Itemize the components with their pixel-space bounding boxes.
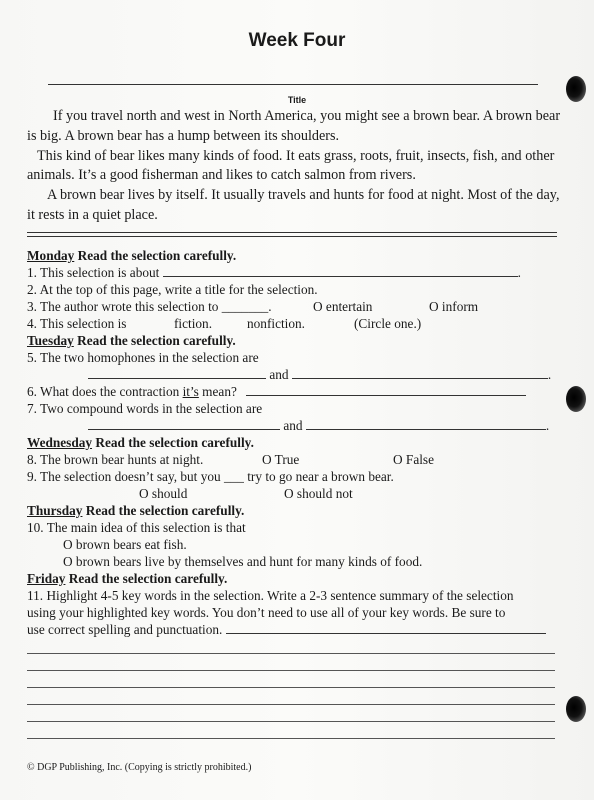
- question-6: [27, 383, 526, 400]
- and-label-2: and: [283, 418, 303, 433]
- question-9-text: 9. The selection doesn’t say, but you ___ try to go near a brown bear.: [27, 469, 394, 484]
- homophone-1-line[interactable]: [88, 366, 266, 379]
- and-label-1: and: [269, 367, 289, 382]
- question-7-answers: and .: [88, 417, 549, 434]
- circle-one-note: (Circle one.): [354, 316, 422, 331]
- title-label: Title: [287, 95, 307, 105]
- question-7-text: 7. Two compound words in the selection are: [27, 401, 263, 416]
- tuesday-instruction: Read the selection carefully.: [77, 333, 236, 348]
- question-1-text: 1. This selection is about: [27, 265, 160, 280]
- question-4-text: 4. This selection is: [27, 316, 127, 331]
- option-live-alone[interactable]: O brown bears live by themselves and hunt for many kinds of food.: [63, 554, 423, 569]
- thursday-header: [27, 502, 244, 519]
- reading-passage: [27, 107, 563, 226]
- option-entertain[interactable]: O entertain: [313, 299, 373, 314]
- thursday-instruction: Read the selection carefully.: [85, 503, 245, 518]
- summary-line-2[interactable]: [27, 670, 555, 671]
- binder-hole-bottom: [566, 696, 586, 722]
- question-10-text: 10. The main idea of this selection is that: [27, 520, 246, 535]
- question-6-suffix: mean?: [198, 384, 237, 399]
- option-should[interactable]: O should: [139, 486, 188, 501]
- question-11-line-2: using your highlighted key words. You don’t need to use all of your key words. Be sure to: [27, 605, 506, 620]
- question-5-answers: and .: [88, 366, 551, 383]
- passage-paragraph-1: If you travel north and west in North America, you might see a brown bear. A brown bear is big. A brown bear has a hump between its shoulders.: [27, 108, 561, 144]
- option-inform[interactable]: O inform: [429, 299, 479, 314]
- question-3-text: 3. The author wrote this selection to _______.: [27, 299, 272, 314]
- option-nonfiction[interactable]: nonfiction.: [247, 316, 305, 331]
- question-3: [27, 298, 272, 315]
- friday-day-label: Friday: [27, 571, 66, 586]
- question-1-answer-line[interactable]: [163, 264, 518, 277]
- question-2: 2. At the top of this page, write a title for the selection.: [27, 282, 318, 297]
- question-6-answer-line[interactable]: [246, 383, 526, 396]
- title-answer-line[interactable]: [48, 84, 538, 85]
- compound-1-line[interactable]: [88, 417, 280, 430]
- option-true[interactable]: O True: [262, 452, 300, 467]
- tuesday-day-label: Tuesday: [27, 333, 74, 348]
- summary-line-4[interactable]: [27, 704, 555, 705]
- passage-paragraph-3: A brown bear lives by itself. It usually travels and hunts for food at night. Most of the day, it rests in a quiet place.: [27, 187, 560, 223]
- compound-2-line[interactable]: [306, 417, 546, 430]
- summary-line-6[interactable]: [27, 738, 555, 739]
- friday-header: [27, 570, 227, 587]
- question-11-line-1: 11. Highlight 4-5 key words in the selection. Write a 2-3 sentence summary of the selection: [27, 588, 514, 603]
- wednesday-header: [27, 434, 254, 451]
- passage-paragraph-2: This kind of bear likes many kinds of food. It eats grass, roots, fruit, insects, fish, and other animals. It’s a good fisherman and likes to catch salmon from rivers.: [27, 147, 555, 184]
- homophone-2-line[interactable]: [292, 366, 548, 379]
- monday-instruction: Read the selection carefully.: [77, 248, 237, 263]
- question-6-prefix: 6. What does the contraction: [27, 384, 183, 399]
- option-fiction[interactable]: fiction.: [174, 316, 213, 331]
- summary-line-3[interactable]: [27, 687, 555, 688]
- wednesday-day-label: Wednesday: [27, 435, 93, 450]
- binder-hole-middle: [566, 386, 586, 412]
- option-should-not[interactable]: O should not: [284, 486, 353, 501]
- question-11-line-3: [27, 621, 546, 638]
- option-false[interactable]: O False: [393, 452, 434, 467]
- summary-line-1[interactable]: [27, 653, 555, 654]
- question-1: 1. This selection is about .: [27, 265, 521, 280]
- summary-line-5[interactable]: [27, 721, 555, 722]
- question-11-line-3-text: use correct spelling and punctuation.: [27, 622, 223, 637]
- thursday-day-label: Thursday: [27, 503, 83, 518]
- question-8-text: 8. The brown bear hunts at night.: [27, 452, 204, 467]
- monday-header: [27, 247, 236, 264]
- monday-day-label: Monday: [27, 248, 75, 263]
- section-divider: [27, 232, 557, 237]
- option-eat-fish[interactable]: O brown bears eat fish.: [63, 537, 187, 552]
- tuesday-header: [27, 332, 236, 349]
- binder-hole-top: [566, 76, 586, 102]
- wednesday-instruction: Read the selection carefully.: [95, 435, 254, 450]
- question-5-text: 5. The two homophones in the selection are: [27, 350, 259, 365]
- friday-instruction: Read the selection carefully.: [68, 571, 228, 586]
- page-title: Week Four: [248, 30, 346, 51]
- contraction-word: it’s: [182, 384, 199, 399]
- copyright-footer: © DGP Publishing, Inc. (Copying is strictly prohibited.): [27, 762, 252, 773]
- summary-line-0[interactable]: [226, 621, 546, 634]
